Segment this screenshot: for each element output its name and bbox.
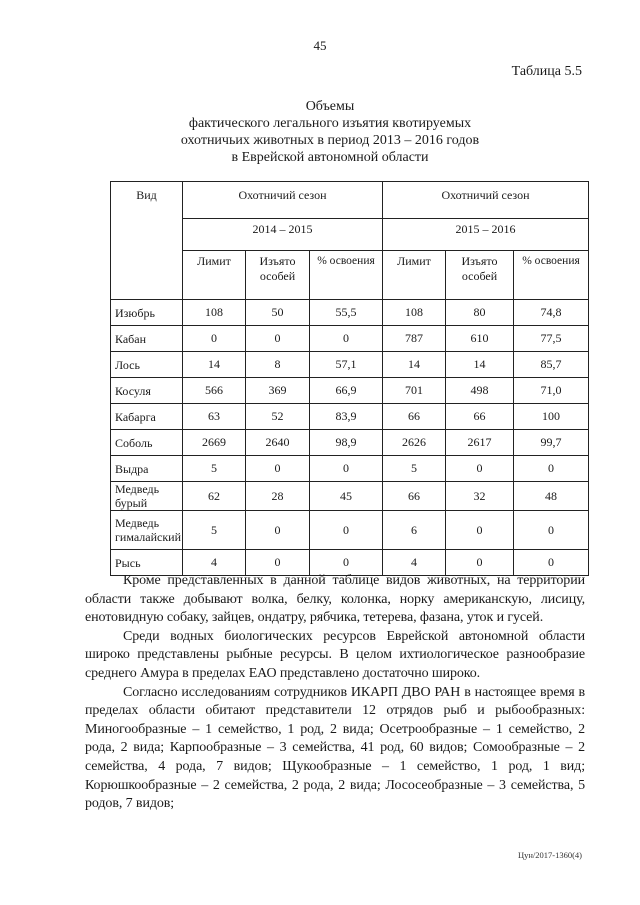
table-row <box>111 482 589 511</box>
species-cell: Медведь гималайский <box>111 511 183 550</box>
table-row <box>111 511 589 550</box>
species-cell: Косуля <box>111 378 183 404</box>
value-cell: 498 <box>446 378 514 404</box>
body-text <box>85 572 585 814</box>
value-cell: 66 <box>446 404 514 430</box>
value-cell: 50 <box>246 300 310 326</box>
value-cell: 2626 <box>383 430 446 456</box>
value-cell: 0 <box>514 550 589 576</box>
taken-header: Изъято особей <box>446 251 514 300</box>
value-cell: 66 <box>383 482 446 511</box>
value-cell: 45 <box>310 482 383 511</box>
value-cell: 74,8 <box>514 300 589 326</box>
season-header: Охотничий сезон <box>383 182 589 219</box>
value-cell: 0 <box>310 456 383 482</box>
value-cell: 99,7 <box>514 430 589 456</box>
percent-header: % освоения <box>514 251 589 300</box>
value-cell: 2617 <box>446 430 514 456</box>
caption-line: в Еврейской автономной области <box>231 150 429 165</box>
value-cell: 369 <box>246 378 310 404</box>
value-cell: 0 <box>446 456 514 482</box>
value-cell: 63 <box>183 404 246 430</box>
value-cell: 0 <box>310 511 383 550</box>
value-cell: 701 <box>383 378 446 404</box>
table-row <box>111 378 589 404</box>
season-period: 2014 – 2015 <box>183 219 383 251</box>
value-cell: 52 <box>246 404 310 430</box>
value-cell: 0 <box>446 550 514 576</box>
species-cell: Кабан <box>111 326 183 352</box>
value-cell: 80 <box>446 300 514 326</box>
value-cell: 0 <box>514 456 589 482</box>
value-cell: 787 <box>383 326 446 352</box>
species-cell: Рысь <box>111 550 183 576</box>
table-row <box>111 430 589 456</box>
table-caption <box>110 98 550 166</box>
value-cell: 8 <box>246 352 310 378</box>
limit-header: Лимит <box>383 251 446 300</box>
value-cell: 85,7 <box>514 352 589 378</box>
season-period: 2015 – 2016 <box>383 219 589 251</box>
value-cell: 0 <box>514 511 589 550</box>
value-cell: 14 <box>383 352 446 378</box>
value-cell: 100 <box>514 404 589 430</box>
percent-header: % освоения <box>310 251 383 300</box>
paragraph: Согласно исследованиям сотрудников ИКАРП ДВО РАН в настоящее время в пределах области обитают представители 12 отрядов рыб и рыбообразных: Миногообразные – 1 семейство, 1 род, 2 вида; Осетрообразные – 1 семейство, 2 рода, 2 вида; Карпообразные – 3 семейства, 41 род, 60 видов; Сомообразные – 2 семейства, 4 рода, 7 видов; Щукообразные – 1 семейство, 1 род, 1 вид; Корюшкообразные – 2 семейства, 2 рода, 2 вида; Лососеобразные – 3 семейства, 5 родов, 7 видов; <box>85 684 585 812</box>
value-cell: 4 <box>383 550 446 576</box>
value-cell: 2669 <box>183 430 246 456</box>
species-cell: Изюбрь <box>111 300 183 326</box>
value-cell: 48 <box>514 482 589 511</box>
species-header: Вид <box>111 182 183 300</box>
value-cell: 108 <box>183 300 246 326</box>
value-cell: 566 <box>183 378 246 404</box>
value-cell: 71,0 <box>514 378 589 404</box>
value-cell: 0 <box>183 326 246 352</box>
paragraph: Кроме представленных в данной таблице видов животных, на территории области также добывают волка, белку, колонка, норку американскую, лисицу, енотовидную собаку, зайцев, ондатру, рябчика, тетерева, фазана, уток и гусей. <box>85 573 585 626</box>
value-cell: 5 <box>183 456 246 482</box>
document-code: Цун/2017-1360(4) <box>517 850 582 860</box>
value-cell: 14 <box>183 352 246 378</box>
value-cell: 0 <box>246 550 310 576</box>
limit-header: Лимит <box>183 251 246 300</box>
value-cell: 28 <box>246 482 310 511</box>
season-header: Охотничий сезон <box>183 182 383 219</box>
value-cell: 57,1 <box>310 352 383 378</box>
value-cell: 66 <box>383 404 446 430</box>
value-cell: 610 <box>446 326 514 352</box>
value-cell: 0 <box>246 511 310 550</box>
caption-line: Объемы <box>305 99 355 114</box>
value-cell: 6 <box>383 511 446 550</box>
species-cell: Медведь бурый <box>111 482 183 511</box>
caption-line: охотничьих животных в период 2013 – 2016 годов <box>180 133 480 148</box>
value-cell: 2640 <box>246 430 310 456</box>
value-cell: 4 <box>183 550 246 576</box>
page-number: 45 <box>313 38 327 53</box>
value-cell: 14 <box>446 352 514 378</box>
value-cell: 62 <box>183 482 246 511</box>
value-cell: 108 <box>383 300 446 326</box>
value-cell: 0 <box>446 511 514 550</box>
value-cell: 5 <box>183 511 246 550</box>
species-cell: Выдра <box>111 456 183 482</box>
value-cell: 0 <box>310 326 383 352</box>
value-cell: 0 <box>246 326 310 352</box>
species-cell: Соболь <box>111 430 183 456</box>
species-cell: Лось <box>111 352 183 378</box>
table-body <box>111 300 589 576</box>
value-cell: 66,9 <box>310 378 383 404</box>
value-cell: 77,5 <box>514 326 589 352</box>
quota-table <box>110 181 589 576</box>
table-row <box>111 456 589 482</box>
table-row <box>111 404 589 430</box>
paragraph: Среди водных биологических ресурсов Еврейской автономной области широко представлены рыбные ресурсы. В целом ихтиологическое разнообразие среднего Амура в пределах ЕАО представлено достаточно широко. <box>85 628 585 681</box>
table-row <box>111 300 589 326</box>
value-cell: 5 <box>383 456 446 482</box>
caption-line: фактического легального изъятия квотируемых <box>188 116 472 131</box>
value-cell: 55,5 <box>310 300 383 326</box>
value-cell: 0 <box>246 456 310 482</box>
table-row <box>111 352 589 378</box>
value-cell: 98,9 <box>310 430 383 456</box>
taken-header: Изъято особей <box>246 251 310 300</box>
value-cell: 83,9 <box>310 404 383 430</box>
value-cell: 32 <box>446 482 514 511</box>
value-cell: 0 <box>310 550 383 576</box>
table-row <box>111 326 589 352</box>
species-cell: Кабарга <box>111 404 183 430</box>
table-label: Таблица 5.5 <box>511 64 582 79</box>
